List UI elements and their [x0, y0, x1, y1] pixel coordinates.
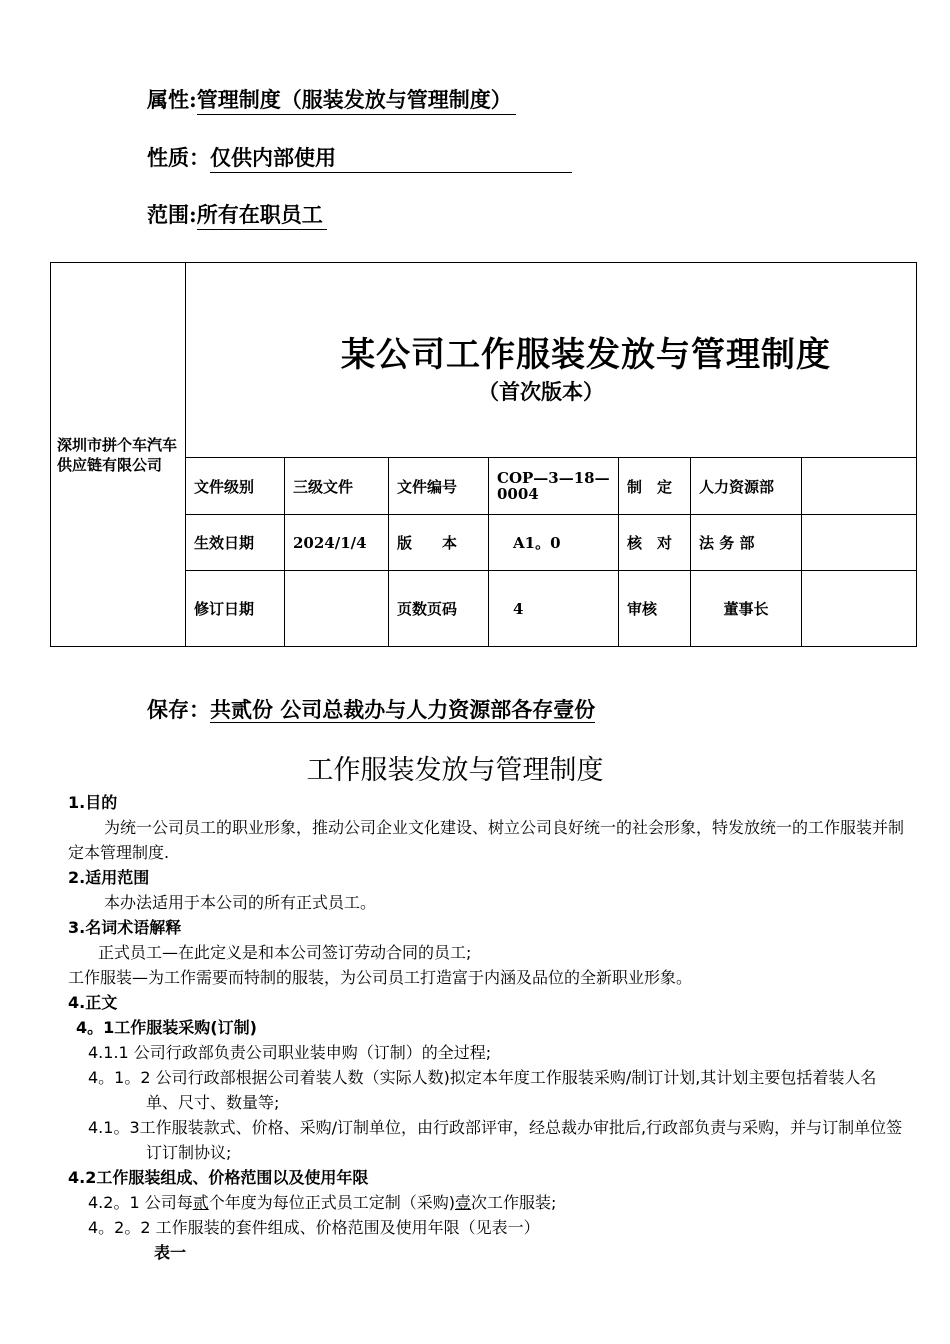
label-reviewed: 审核: [619, 571, 691, 647]
attribute-line: [147, 84, 516, 115]
clause-4-2-1: [68, 1190, 908, 1215]
body-title: 工作服装发放与管理制度: [306, 755, 604, 786]
blank-cell: [802, 515, 917, 571]
clause-4-2-1-part: 4.2。1 公司每: [88, 1193, 193, 1212]
section-terms-title: 3.名词术语解释: [68, 918, 182, 937]
document-header-table: [50, 262, 917, 647]
nature-value: 仅供内部使用: [210, 142, 572, 173]
value-effective-date: 2024/1/4: [285, 515, 389, 571]
attribute-value: 管理制度（服装发放与管理制度）: [197, 84, 516, 115]
label-revision-date: 修订日期: [186, 571, 285, 647]
label-prepared: 制 定: [619, 458, 691, 515]
section-4-2-title: 4.2工作服装组成、价格范围以及使用年限: [68, 1168, 369, 1187]
value-checked: 法 务 部: [691, 515, 802, 571]
section-main-title: 4.正文: [68, 993, 118, 1012]
label-page-count: 页数页码: [389, 571, 489, 647]
storage-key: 保存：: [147, 697, 210, 722]
storage-line: [147, 694, 595, 724]
label-version: 版 本: [389, 515, 489, 571]
document-subtitle: （首次版本）: [478, 378, 605, 404]
nature-line: [147, 142, 572, 173]
section-terms-text-2: 工作服装—为工作需要而特制的服装，为公司员工打造富于内涵及品位的全新职业形象。: [68, 968, 693, 987]
value-file-number: COP—3—18—0004: [489, 458, 619, 515]
clause-4-1-2: 4。1。2 公司行政部根据公司着装人数（实际人数)拟定本年度工作服装采购/制订计划,其计划主要包括着装人名单、尺寸、数量等;: [88, 1068, 877, 1112]
value-reviewed: 董事长: [691, 571, 802, 647]
clause-4-2-1-underlined: 贰: [192, 1193, 209, 1212]
company-name: 深圳市拼个车汽车供应链有限公司: [51, 263, 186, 647]
section-purpose-title: 1.目的: [68, 793, 118, 812]
value-page-count: 4: [489, 571, 619, 647]
nature-key: 性质：: [147, 145, 210, 170]
clause-4-2-1-underlined: 壹: [454, 1193, 471, 1212]
clause-4-2-2: 4。2。2 工作服装的套件组成、价格范围及使用年限（见表一）: [88, 1218, 540, 1237]
document-body: [68, 790, 908, 1265]
label-checked: 核 对: [619, 515, 691, 571]
scope-line: [147, 199, 327, 230]
value-prepared: 人力资源部: [691, 458, 802, 515]
storage-value: 共贰份 公司总裁办与人力资源部各存壹份: [210, 697, 596, 722]
section-terms-text-1: 正式员工—在此定义是和本公司签订劳动合同的员工;: [98, 943, 472, 962]
table-label: 表一: [154, 1243, 187, 1262]
scope-key: 范围:: [147, 202, 197, 227]
title-cell: [186, 263, 917, 458]
clause-4-2-1-part: 个年度为每位正式员工定制（采购): [208, 1193, 455, 1212]
section-scope-title: 2.适用范围: [68, 868, 150, 887]
label-file-number: 文件编号: [389, 458, 489, 515]
clause-4-1-1: 4.1.1 公司行政部负责公司职业装申购（订制）的全过程;: [88, 1043, 492, 1062]
clause-4-2-1-part: 次工作服装;: [471, 1193, 557, 1212]
attribute-key: 属性:: [147, 87, 197, 112]
document-title: 某公司工作服装发放与管理制度: [341, 334, 832, 375]
section-purpose-text: 为统一公司员工的职业形象，推动公司企业文化建设、树立公司良好统一的社会形象，特发放统一的工作服装并制定本管理制度.: [68, 818, 905, 862]
blank-cell: [802, 571, 917, 647]
scope-value: 所有在职员工: [197, 199, 327, 230]
label-effective-date: 生效日期: [186, 515, 285, 571]
section-scope-text: 本办法适用于本公司的所有正式员工。: [104, 893, 377, 912]
label-file-level: 文件级别: [186, 458, 285, 515]
section-4-1-title: 4。1工作服装采购(订制): [76, 1018, 257, 1037]
clause-4-1-3: 4.1。3工作服装款式、价格、采购/订制单位，由行政部评审，经总裁办审批后,行政部负责与采购，并与订制单位签订订制协议;: [88, 1118, 903, 1162]
value-revision-date: [285, 571, 389, 647]
blank-cell: [802, 458, 917, 515]
value-version: A1。0: [489, 515, 619, 571]
value-file-level: 三级文件: [285, 458, 389, 515]
